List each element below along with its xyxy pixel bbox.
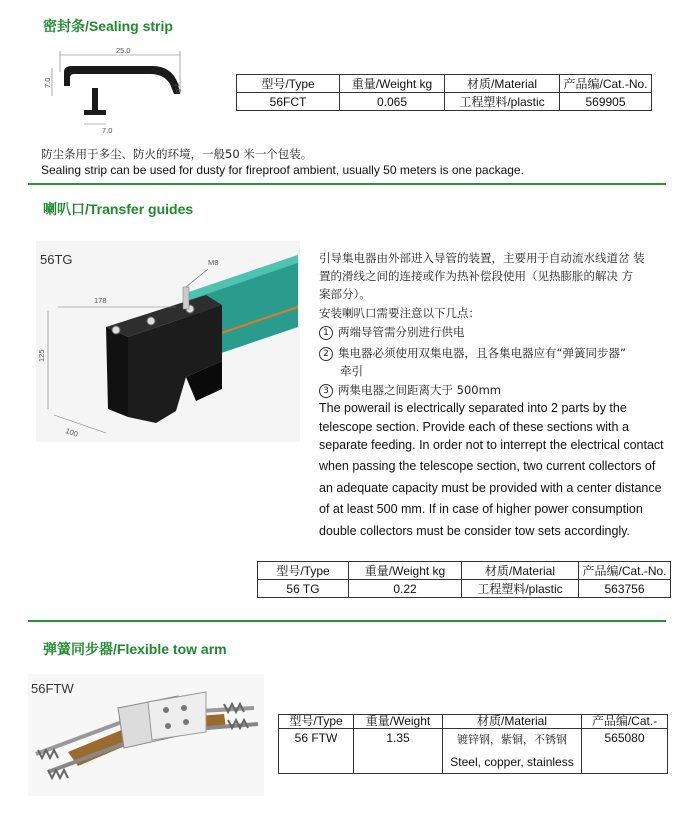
point-number: 2 xyxy=(319,347,333,361)
th-type: 型号/Type xyxy=(237,75,340,93)
point-number: 3 xyxy=(319,384,333,398)
section-divider xyxy=(28,620,666,622)
td-type: 56 FTW xyxy=(279,729,354,774)
dim-depth: 100 xyxy=(64,426,80,439)
transfer-title: 喇叭口/Transfer guides xyxy=(43,201,194,217)
table-header-row xyxy=(279,715,668,729)
td-material-en: Steel, copper, stainless xyxy=(450,755,574,769)
transfer-spec-table xyxy=(257,561,671,598)
dim-length: 178 xyxy=(94,296,107,305)
td-weight: 1.35 xyxy=(354,729,443,774)
th-catno: 产品编/Cat.-No. xyxy=(579,562,671,580)
transfer-en-line-6: of at least 500 mm. If in case of higher power consumption xyxy=(319,502,643,516)
th-weight: 重量/Weight kg xyxy=(349,562,462,580)
td-type: 56 TG xyxy=(258,580,349,598)
th-weight: 重量/Weight xyxy=(354,715,443,729)
table-row xyxy=(237,93,652,111)
transfer-model-label: 56TG xyxy=(40,252,73,267)
point-text: 两集电器之间距离大于 500mm xyxy=(338,383,502,397)
point-text: 两端导管需分别进行供电 xyxy=(338,325,465,339)
th-material: 材质/Material xyxy=(443,715,582,729)
transfer-point-1 xyxy=(319,324,465,340)
table-row xyxy=(279,729,668,774)
sealing-desc-en: Sealing strip can be used for dusty for fireproof ambient, usually 50 meters is one package. xyxy=(41,163,524,177)
tow-title: 弹簧同步器/Flexible tow arm xyxy=(43,641,227,657)
dim-height-125: 125 xyxy=(37,349,46,362)
table-header-row xyxy=(237,75,652,93)
transfer-en-line-2: telescope section. Provide each of these sections with a xyxy=(319,420,629,434)
transfer-en-line-1: The powerail is electrically separated into 2 parts by the xyxy=(319,401,627,415)
transfer-en-line-5: an adequate capacity must be provided with a center distance xyxy=(319,481,662,495)
tow-arm-drawing xyxy=(28,674,264,796)
th-catno: 产品编/Cat.-No. xyxy=(560,75,652,93)
transfer-point-2 xyxy=(319,345,626,361)
transfer-cn-line-3: 案部分）。 xyxy=(319,287,371,301)
transfer-point-3 xyxy=(319,382,501,398)
transfer-cn-line-4: 安装喇叭口需要注意以下几点： xyxy=(319,306,480,320)
td-weight: 0.065 xyxy=(340,93,445,111)
sealing-strip-drawing xyxy=(40,42,190,137)
transfer-guide-drawing xyxy=(36,241,300,442)
tow-spec-table xyxy=(278,714,668,774)
th-catno: 产品编/Cat.- xyxy=(582,715,668,729)
transfer-en-line-3: separate feeding. In order not to interrept the electrical contact xyxy=(319,438,664,452)
td-catno: 569905 xyxy=(560,93,652,111)
td-catno: 563756 xyxy=(579,580,671,598)
th-material: 材质/Material xyxy=(445,75,560,93)
td-weight: 0.22 xyxy=(349,580,462,598)
dim-width: 25.0 xyxy=(116,46,131,55)
th-material: 材质/Material xyxy=(462,562,579,580)
th-type: 型号/Type xyxy=(258,562,349,580)
transfer-en-line-7: double collectors must be consider tow sets accordingly. xyxy=(319,524,631,538)
dim-bolt: M8 xyxy=(208,258,219,267)
td-catno: 565080 xyxy=(582,729,668,774)
table-row xyxy=(258,580,671,598)
sealing-spec-table xyxy=(236,74,652,111)
section-divider xyxy=(28,183,666,185)
td-material: 工程塑料/plastic xyxy=(445,93,560,111)
td-material: 工程塑料/plastic xyxy=(462,580,579,598)
dim-base: 7.0 xyxy=(102,126,113,135)
sealing-title: 密封条/Sealing strip xyxy=(43,18,173,34)
th-weight: 重量/Weight kg xyxy=(340,75,445,93)
transfer-en-line-4: when passing the telescope section, two current collectors of xyxy=(319,459,656,473)
transfer-cn-line-2: 置的滑线之间的连接或作为热补偿段使用（见热膨胀的解决 方 xyxy=(319,269,634,283)
th-type: 型号/Type xyxy=(279,715,354,729)
tow-model-label: 56FTW xyxy=(31,681,74,696)
point-text: 集电器必须使用双集电器，且各集电器应有“弹簧同步器” xyxy=(338,346,626,360)
dim-radius: 7.0 xyxy=(171,81,184,95)
td-material: 镀锌钢，紫铜，不锈钢 xyxy=(457,733,567,746)
td-material-cell xyxy=(443,729,582,774)
td-type: 56FCT xyxy=(237,93,340,111)
transfer-point-2-cont: 牵引 xyxy=(340,364,363,378)
transfer-cn-line-1: 引导集电器由外部进入导管的装置，主要用于自动流水线道岔 装 xyxy=(319,251,645,265)
sealing-desc-cn: 防尘条用于多尘、防火的环境，一般50 米一个包装。 xyxy=(41,147,313,161)
dim-height: 7.0 xyxy=(43,77,52,88)
table-header-row xyxy=(258,562,671,580)
point-number: 1 xyxy=(319,326,333,340)
